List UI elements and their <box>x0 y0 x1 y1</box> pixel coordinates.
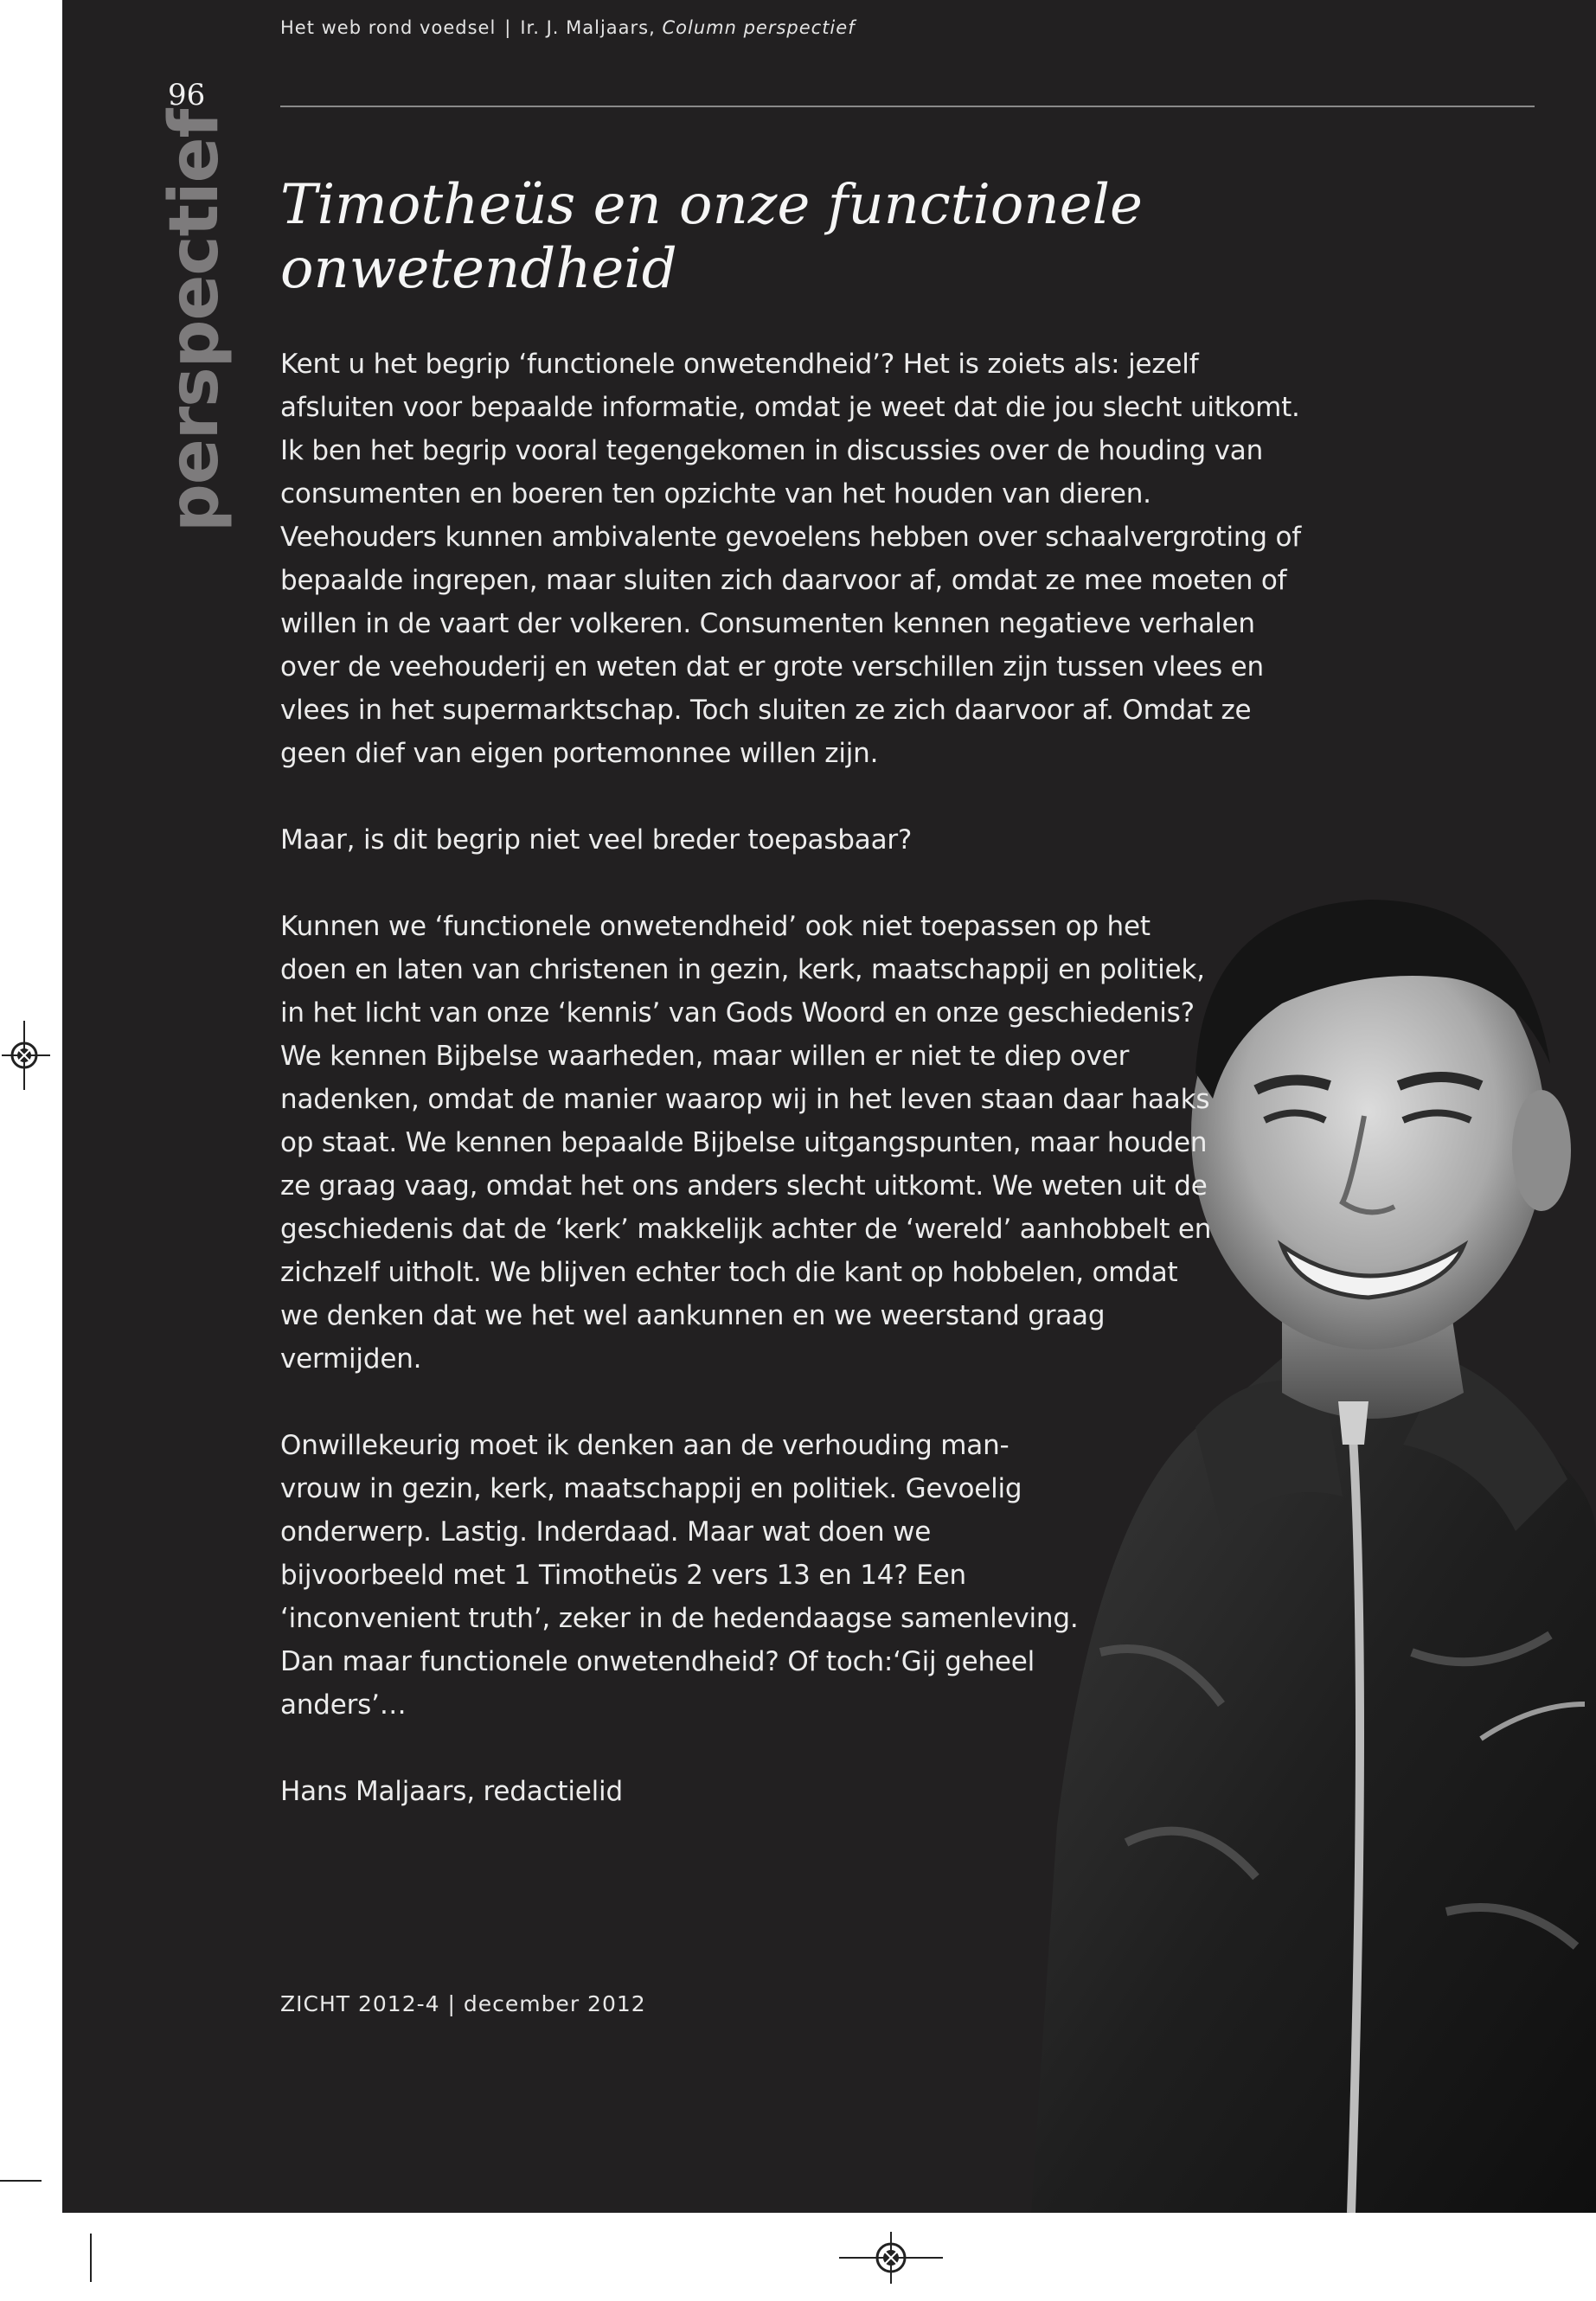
article-paragraph-2: Maar, is dit begrip niet veel breder toepasbaar? <box>280 824 913 856</box>
article-paragraph-4: Onwillekeurig moet ik denken aan de verhouding man-vrouw in gezin, kerk, maatschappij en politiek. Gevoelig onderwerp. Lastig. Inderdaad. Maar wat doen we bijvoorbeeld met 1 Timotheüs 2 vers 13 en 14? Een ‘inconvenient truth’, zeker in de hedendaagse samenleving. Dan maar functionele onwetendheid? Of toch:‘Gij geheel anders’… <box>280 1430 1079 1721</box>
magazine-page <box>62 0 1596 2213</box>
article-body <box>280 343 1310 1856</box>
registration-mark-bottom-icon <box>839 2232 943 2284</box>
crop-mark-bottom-left <box>90 2234 92 2282</box>
publication-title: Het web rond voedsel <box>280 17 497 38</box>
header-author: Ir. J. Maljaars, <box>520 17 656 38</box>
page-number: 96 <box>168 78 206 112</box>
header-separator: | <box>504 17 512 38</box>
header-divider <box>280 106 1535 107</box>
issue-footer: ZICHT 2012-4 | december 2012 <box>280 1991 646 2016</box>
crop-mark-left-top <box>0 0 2 52</box>
crop-mark-left <box>0 2180 42 2182</box>
article-title: Timotheüs en onze functionele onwetendheid <box>280 173 1143 301</box>
section-label: perspectief <box>156 109 234 532</box>
running-head <box>280 17 856 38</box>
article-paragraph-1: Kent u het begrip ‘functionele onwetendheid’? Het is zoiets als: jezelf afsluiten voor bepaalde informatie, omdat je weet dat die jou slecht uitkomt. Ik ben het begrip vooral tegengekomen in discussies over de houding van consumenten en boeren ten opzichte van het houden van dieren. Veehouders kunnen ambivalente gevoelens hebben over schaalvergroting of bepaalde ingrepen, maar sluiten zich daarvoor af, omdat ze mee moeten of willen in de vaart der volkeren. Consumenten kennen negatieve verhalen over de veehouderij en weten dat er grote verschillen zijn tussen vlees en vlees in het supermarktschap. Toch sluiten ze zich daarvoor af. Omdat ze geen dief van eigen portemonnee willen zijn. <box>280 349 1301 769</box>
article-signature: Hans Maljaars, redactielid <box>280 1776 623 1807</box>
article-paragraph-3: Kunnen we ‘functionele onwetendheid’ ook niet toepassen op het doen en laten van christenen in gezin, kerk, maatschappij en politiek, in het licht van onze ‘kennis’ van Gods Woord en onze geschiedenis? We kennen Bijbelse waarheden, maar willen er niet te diep over nadenken, omdat de manier waarop wij in het leven staan daar haaks op staat. We kennen bepaalde Bijbelse uitgangspunten, maar houden ze graag vaag, omdat het ons anders slecht uitkomt. We weten uit de geschiedenis dat de ‘kerk’ makkelijk achter de ‘wereld’ aanhobbelt en zichzelf uitholt. We blijven echter toch die kant op hobbelen, omdat we denken dat we het wel aankunnen en we weerstand graag vermijden. <box>280 911 1212 1375</box>
header-column: Column perspectief <box>662 17 856 38</box>
registration-mark-left-icon <box>2 1021 50 1090</box>
